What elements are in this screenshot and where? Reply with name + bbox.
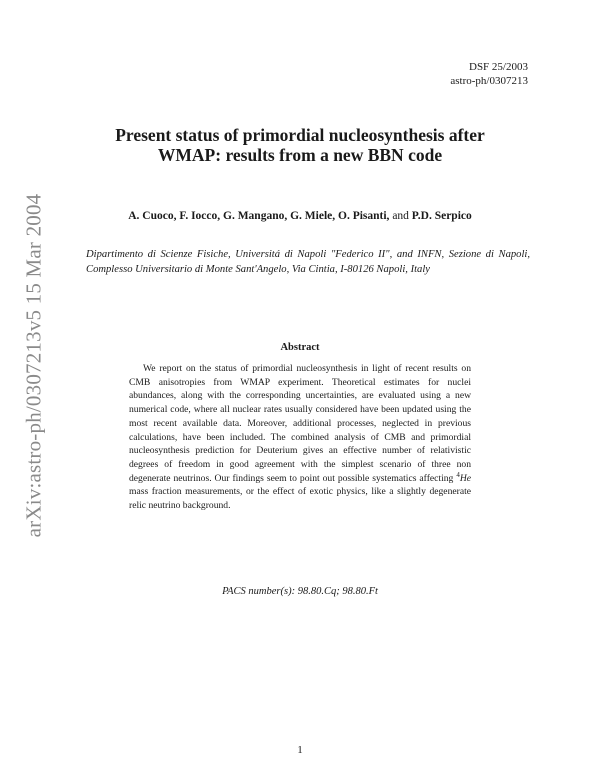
author-list bbox=[80, 210, 520, 222]
report-numbers bbox=[450, 60, 528, 88]
pacs-numbers: PACS number(s): 98.80.Cq; 98.80.Ft bbox=[222, 586, 378, 597]
isotope-symbol: He bbox=[459, 472, 471, 484]
affiliation: Dipartimento di Scienze Fisiche, Universitá di Napoli "Federico II", and INFN, Sezione di Napoli, Complesso Universitario di Monte Sant'Angelo, Via Cintia, I-80126 Napoli, Italy bbox=[86, 249, 530, 275]
arxiv-stamp-text: arXiv:astro-ph/0307213v5 15 Mar 2004 bbox=[21, 193, 46, 537]
page-number: 1 bbox=[297, 744, 303, 756]
author-conjunction: and bbox=[392, 210, 409, 222]
abstract-text-part-2: mass fraction measurements, or the effect of exotic physics, like a slightly degenerate relic neutrino background. bbox=[129, 486, 471, 512]
report-number-arxiv: astro-ph/0307213 bbox=[450, 75, 528, 87]
paper-title bbox=[80, 125, 520, 165]
title-line-1: Present status of primordial nucleosynthesis after bbox=[115, 125, 485, 145]
abstract-body bbox=[129, 362, 471, 513]
author-names: A. Cuoco, F. Iocco, G. Mangano, G. Miele, O. Pisanti, bbox=[128, 210, 390, 222]
isotope-mass-number: 4 bbox=[456, 470, 460, 479]
abstract-heading: Abstract bbox=[280, 342, 320, 353]
report-number-dsf: DSF 25/2003 bbox=[469, 61, 528, 73]
author-last: P.D. Serpico bbox=[411, 210, 472, 222]
abstract-text-part-1: We report on the status of primordial nucleosynthesis in light of recent results on CMB anisotropies from WMAP experiment. Theoretical estimates for nuclei abundances, along with the corresponding uncertainties, are evaluated using a new numerical code, where all nuclear rates usually considered have been updated using the most recent available data. Moreover, additional processes, neglected in previous calculations, have been included. The combined analysis of CMB and primordial nucleosynthesis prediction for Deuterium gives an effective number of relativistic degrees of freedom in good agreement with the simplest scenario of three non degenerate neutrinos. Our findings seem to point out possible systematics affecting bbox=[129, 363, 471, 484]
title-line-2: WMAP: results from a new BBN code bbox=[157, 145, 443, 165]
arxiv-identifier-stamp bbox=[12, 160, 56, 570]
